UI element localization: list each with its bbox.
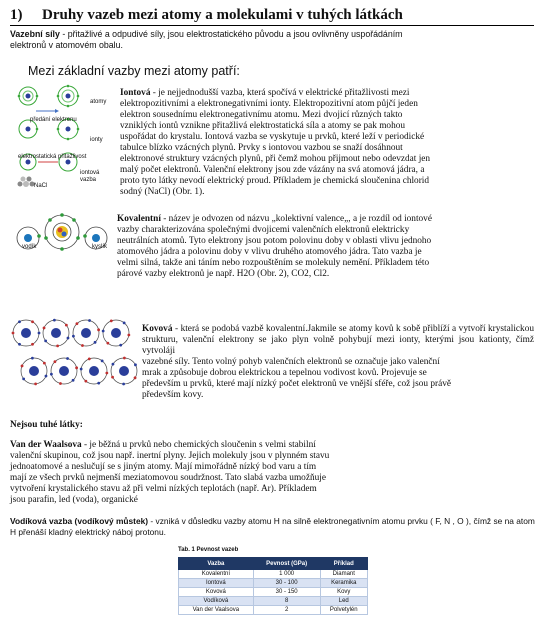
table-cell: Van der Vaalsova: [179, 606, 254, 615]
metal-atom-core: [89, 366, 99, 376]
ionic-paragraph: [120, 88, 436, 198]
table-row: [179, 570, 368, 579]
metal-electron: [84, 380, 87, 383]
metallic-paragraph-1: [142, 324, 534, 357]
label-iontova-vazba: iontová vazba: [80, 170, 100, 183]
table-cell: Kovová: [179, 588, 254, 597]
label-vodik: vodík: [22, 244, 37, 250]
metal-electron: [123, 357, 126, 360]
label-ionty: ionty: [90, 137, 103, 143]
heading-number: 1): [10, 7, 23, 23]
metal-electron: [123, 321, 126, 324]
metal-electron: [122, 383, 125, 386]
table-row: [179, 597, 368, 606]
metal-electron: [38, 332, 41, 335]
metal-electron: [76, 322, 79, 325]
metal-electron: [31, 357, 34, 360]
metallic-paragraph-2: vazebné síly. Tento volný pohyb valenčních elektronů se označuje jako valenční mrak a způsobuje dobrou elektrickou a tepelnou vodivost kovů. Projevuje se především u prvků, které mají nízký počet elektronů ve vnější sféře, což jsou právě především kovy.: [142, 357, 452, 400]
ionic-text: - je nejjednodušší vazba, která spočívá v elektrické přitažlivosti mezi elektropozitivními a elektronegativními ionty. Elektropozitivní atom půjčí jeden elektron sousednímu elektronegativnímu atomu. Mezi dvojicí různých takto vzniklých iontů vznikne přitažlivá elektrostatická síla a atomy se pak mohou uspořádat do krystalu. Iontová vazba se vyskytuje u prvků, které leží v periodické tabulce blízko vzácných plynů. Prvky s iontovou vazbou se snaží dosáhnout elektronové struktury vzácných plynů, při čemž mohou přijmout nebo odevzdat jen malý počet elektronů. Valenční elektrony jsou zde vázány na svá atomová jádra, a proto tyto látky nevodí elektrický proud. Příkladem je chemická sloučenina chlorid sodný (NaCl) (Obr. 1).: [120, 88, 431, 197]
table-cell: Iontová: [179, 579, 254, 588]
metal-electron: [72, 379, 75, 382]
table-cell: 30 - 100: [253, 579, 320, 588]
table-row: [179, 588, 368, 597]
table-row: [179, 579, 368, 588]
label-pritazlivost: elektrostatická přitažlivost: [18, 154, 87, 160]
metal-electron: [12, 332, 15, 335]
metal-electron: [102, 330, 105, 333]
metal-electron: [75, 366, 78, 369]
metal-electron: [59, 382, 62, 385]
table-row: [179, 606, 368, 615]
metal-electron: [43, 327, 46, 330]
metal-electron: [81, 344, 84, 347]
vdw-text: - je běžná u prvků nebo chemických sloučenin s velmi stabilní valenční skupinou, což jsou např. inertní plyny. Jejich molekuly jsou v plynném stavu jednoatomové a neslučují se s jiným atomy. Mají mimořádně nízký bod varu a tím mají ze všech prvků nejmenší meziatomovou soudržnost. Tato slabá vazba umožňuje vytvoření krystalického stavu až při velmi nízkých teplotách (např. Ar). Příkladem jsou parafin, led (voda), organické: [10, 440, 330, 505]
covalent-text: - název je odvozen od názvu „kolektivní valence„, a je rozdíl od iontové vazby charakterizována společnými dvojicemi valenčních elektronů elektricky neutrálních atomů. Tyto elektrony jsou potom polovinu doby v oblasti vlivu jednoho atomového jádra a polovinu doby v vlivu druhého atomového jádra. Tato vazba je velmi silná, takže ani táním nebo rozpouštěním se molekuly nemění. Příkladem této párové vazby elektronů je např. H2O (Obr. 2), CO2, Cl2.: [117, 214, 432, 279]
metal-electron: [56, 345, 59, 348]
vdw-paragraph: [10, 440, 332, 506]
metal-electron: [88, 319, 91, 322]
covalent-bond-figure: [10, 210, 112, 262]
metal-electron: [119, 344, 122, 347]
intro-paragraph: [10, 29, 440, 51]
vdw-term: Van der Waalsova: [10, 440, 82, 450]
label-atomy: atomy: [90, 99, 107, 105]
metal-electron: [134, 363, 137, 366]
metal-electron: [94, 341, 97, 344]
table-cell: 2: [253, 606, 320, 615]
metal-electron: [18, 343, 21, 346]
table-cell: Vodíková: [179, 597, 254, 606]
metal-electron: [105, 372, 108, 375]
metal-electron: [106, 342, 109, 345]
metal-electron: [101, 359, 104, 362]
metal-electron: [34, 383, 37, 386]
metal-electron: [97, 382, 100, 385]
metal-electron: [67, 337, 70, 340]
metal-atom-core: [111, 328, 121, 338]
metal-atom-core: [51, 328, 61, 338]
metal-electron: [31, 320, 34, 323]
table-caption: Tab. 1 Pevnost vazeb: [178, 547, 239, 553]
weak-heading: Nejsou tuhé látky:: [10, 420, 83, 430]
metal-electron: [111, 376, 114, 379]
table-cell: Polvetylén: [320, 606, 367, 615]
table-cell: Kovy: [320, 588, 367, 597]
metal-electron: [110, 319, 113, 322]
table-cell: Keramika: [320, 579, 367, 588]
metallic-text-1: - která se podobá vazbě kovalentní.Jakmile se atomy kovů k sobě přiblíží a vytvoří krystalickou strukturu, valenční elektrony se jako plyn volně pohybují mezi ionty, kterými jsou kationty, čímž vytvoláji: [142, 324, 534, 356]
hydrogen-text: - vzniká v důsledku vazby atomu H na silně elektronegativním atomu prvku ( F, N , O ), čímž se na atom H přenáší kladný elektrický náboj protonu.: [10, 516, 535, 537]
metal-electron: [97, 328, 100, 331]
metallic-term: Kovová: [142, 324, 173, 334]
metal-electron: [44, 339, 47, 342]
table-cell: 1 000: [253, 570, 320, 579]
metal-atom-core: [29, 366, 39, 376]
table-header: Vazba: [179, 558, 254, 570]
metal-electron: [54, 360, 57, 363]
label-predani: předání elektronu: [30, 117, 77, 123]
table-cell: Kovalentní: [179, 570, 254, 579]
label-nacl: NaCl: [34, 183, 48, 189]
hydrogen-paragraph: [10, 516, 536, 538]
table-cell: 30 - 150: [253, 588, 320, 597]
ionic-term: Iontová: [120, 88, 151, 98]
label-kyslik: kyslík: [92, 244, 107, 250]
metal-atom-core: [81, 328, 91, 338]
metal-electron: [112, 363, 115, 366]
table-cell: Diamant: [320, 570, 367, 579]
metal-electron: [53, 319, 56, 322]
metal-electron: [127, 334, 130, 337]
metal-electron: [43, 362, 46, 365]
section-title: Mezi základní vazby mezi atomy patří:: [28, 64, 240, 78]
strength-table: [178, 557, 368, 615]
covalent-paragraph: [117, 214, 435, 280]
metal-electron: [65, 324, 68, 327]
heading-title: Druhy vazeb mezi atomy a molekulami v tuhých látkách: [42, 7, 403, 23]
covalent-term: Kovalentní: [117, 214, 161, 224]
metal-electron: [31, 343, 34, 346]
page-heading: [10, 6, 534, 26]
metal-electron: [45, 375, 48, 378]
metal-atom-core: [119, 366, 129, 376]
metal-atom-core: [21, 328, 31, 338]
metal-atom-core: [59, 366, 69, 376]
table-cell: 8: [253, 597, 320, 606]
metal-electron: [134, 376, 137, 379]
metal-electron: [88, 357, 91, 360]
table-cell: Led: [320, 597, 367, 606]
metal-electron: [80, 368, 83, 371]
metal-electron: [72, 335, 75, 338]
metal-electron: [21, 365, 24, 368]
intro-term: Vazební síly: [10, 29, 60, 39]
hydrogen-term: Vodíková vazba (vodíkový můstek): [10, 516, 149, 526]
metal-electron: [50, 373, 53, 376]
table-header: Příklad: [320, 558, 367, 570]
table-header-row: [179, 558, 368, 570]
metal-electron: [22, 377, 25, 380]
intro-text: - přitažlivé a odpudivé síly, jsou elektrostatického původu a jsou ovlivněny uspořádáním elektronů v atomovém obalu.: [10, 29, 403, 50]
table-header: Pevnost (GPa): [253, 558, 320, 570]
metal-electron: [66, 357, 69, 360]
metal-electron: [18, 320, 21, 323]
